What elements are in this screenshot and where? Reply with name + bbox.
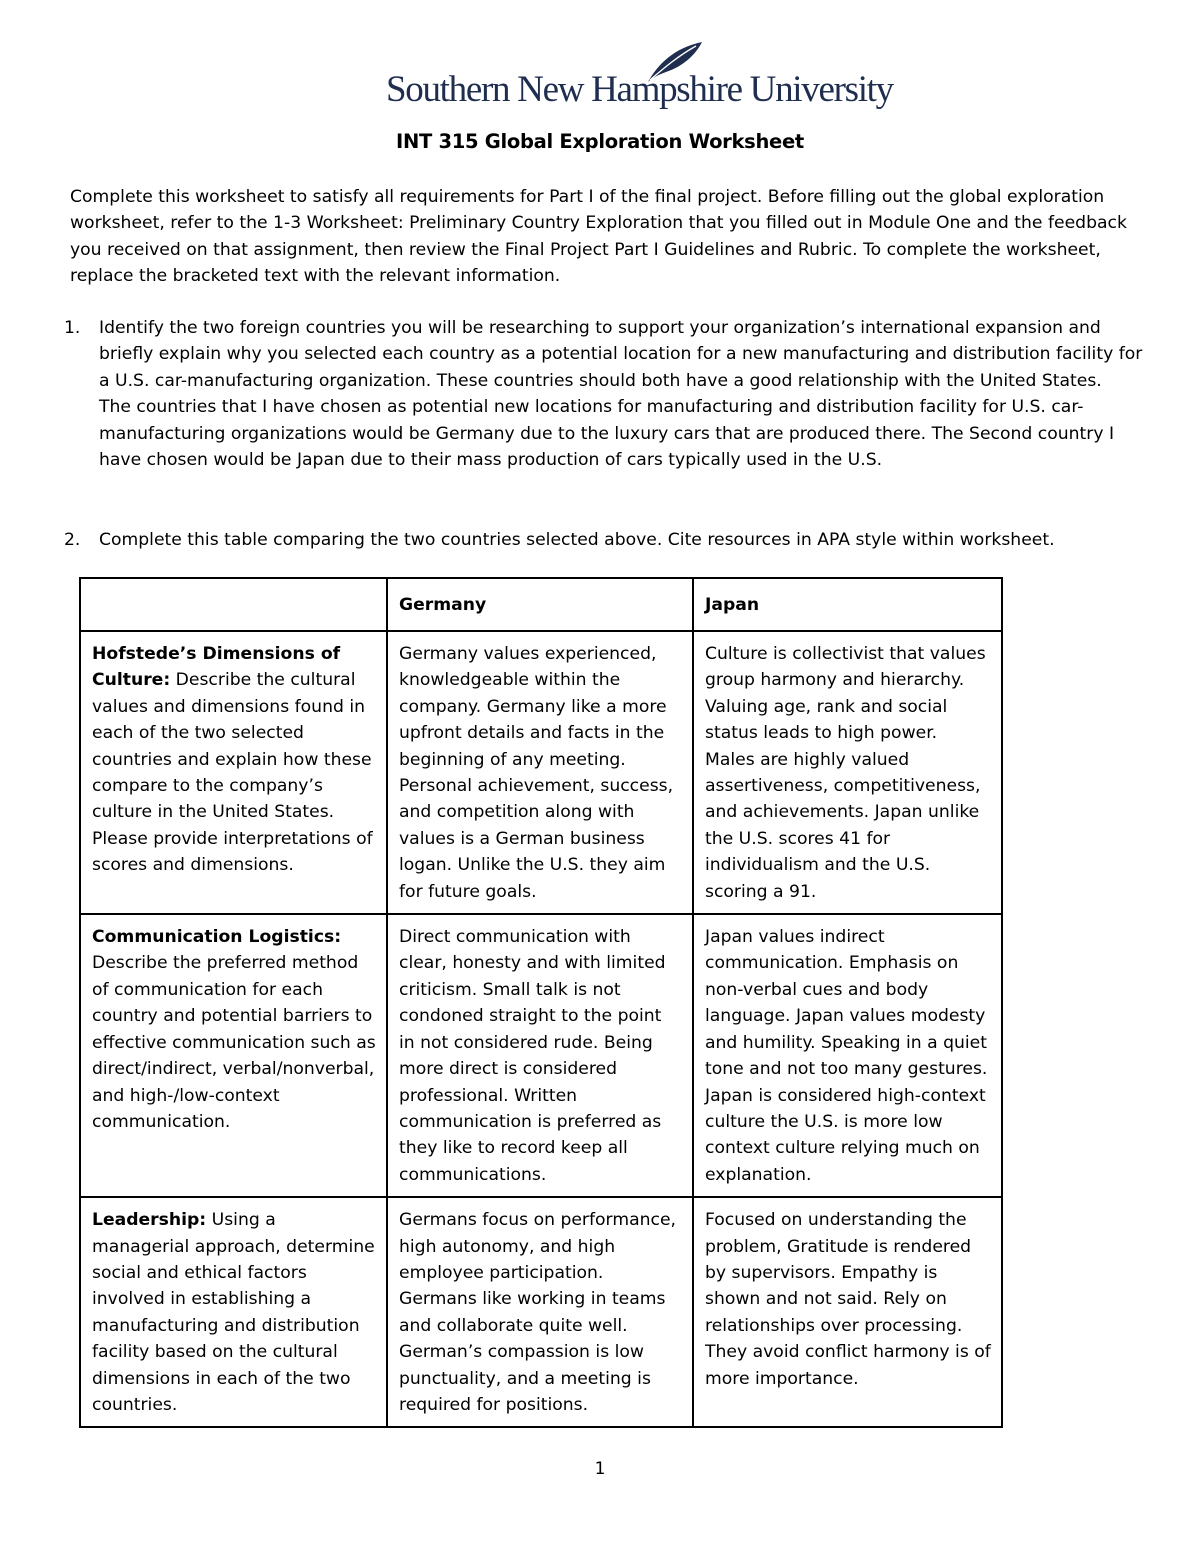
row-heading-cell: [80, 914, 387, 1197]
japan-cell: Japan values indirect communication. Emphasis on non-verbal cues and body language. Japan values modesty and humility. Speaking in a quiet tone and not too many gestures. Japan is considered high-context culture the U.S. is more low context culture relying much on explanation.: [693, 914, 1002, 1197]
header-cell-japan: Japan: [693, 578, 1002, 631]
row-description: Describe the preferred method of communication for each country and potential barriers to effective communication such as direct/indirect, verbal/nonverbal, and high-/low-context communication.: [92, 953, 376, 1132]
university-logo: [386, 40, 893, 112]
question-2: [64, 527, 1144, 553]
germany-cell: Germany values experienced, knowledgeable within the company. Germany like a more upfront details and facts in the beginning of any meeting. Personal achievement, success, and competition along with values is a German business logan. Unlike the U.S. they aim for future goals.: [387, 631, 693, 914]
comparison-table: [79, 577, 1003, 1428]
row-heading-cell: [80, 1197, 387, 1427]
row-description: Using a managerial approach, determine social and ethical factors involved in establishing a manufacturing and distribution facility based on the cultural dimensions in each of the two countries.: [92, 1210, 375, 1415]
question-prompt: Complete this table comparing the two countries selected above. Cite resources in APA style within worksheet.: [99, 530, 1055, 550]
row-label: Hofstede’s Dimensions of Culture:: [92, 644, 341, 691]
table-row: [80, 1197, 1002, 1427]
row-heading-cell: [80, 631, 387, 914]
page-number: 1: [594, 1459, 606, 1479]
question-number: 1.: [64, 318, 81, 338]
header-cell-germany: Germany: [387, 578, 693, 631]
header-cell-empty: [80, 578, 387, 631]
row-description: Describe the cultural values and dimensions found in each of the two selected countries and explain how these compare to the company’s culture in the United States. Please provide interpretations of scores and dimensions.: [92, 670, 373, 876]
page-title: INT 315 Global Exploration Worksheet: [396, 130, 804, 153]
table-row: [80, 631, 1002, 914]
question-answer: The countries that I have chosen as potential new locations for manufacturing and distribution facility for U.S. car-manufacturing organizations would be Germany due to the luxury cars that are produced there. The Second country I have chosen would be Japan due to their mass production of cars typically used in the U.S.: [99, 397, 1115, 471]
germany-cell: Direct communication with clear, honesty and with limited criticism. Small talk is not condoned straight to the point in not considered rude. Being more direct is considered professional. Written communication is preferred as they like to record keep all communications.: [387, 914, 693, 1197]
university-name: Southern New Hampshire University: [386, 69, 893, 110]
germany-cell: Germans focus on performance, high autonomy, and high employee participation. Germans like working in teams and collaborate quite well. German’s compassion is low punctuality, and a meeting is required for positions.: [387, 1197, 693, 1427]
question-number: 2.: [64, 530, 81, 550]
row-label: Leadership:: [92, 1210, 207, 1231]
table-row: [80, 914, 1002, 1197]
table-header-row: [80, 578, 1002, 631]
question-prompt: Identify the two foreign countries you will be researching to support your organization’s international expansion and briefly explain why you selected each country as a potential location for a new manufacturing and distribution facility for a U.S. car-manufacturing organization. These countries should both have a good relationship with the United States.: [99, 318, 1143, 391]
intro-paragraph: Complete this worksheet to satisfy all requirements for Part I of the final project. Before filling out the global exploration worksheet, refer to the 1-3 Worksheet: Preliminary Country Exploration that you filled out in Module One and the feedback you received on that assignment, then review the Final Project Part I Guidelines and Rubric. To complete the worksheet, replace the bracketed text with the relevant information.: [70, 187, 1127, 287]
japan-cell: Focused on understanding the problem, Gratitude is rendered by supervisors. Empathy is shown and not said. Rely on relationships over processing. They avoid conflict harmony is of more importance.: [693, 1197, 1002, 1427]
row-label: Communication Logistics:: [92, 927, 342, 948]
question-1: [64, 315, 1144, 473]
japan-cell: Culture is collectivist that values group harmony and hierarchy. Valuing age, rank and social status leads to high power. Males are highly valued assertiveness, competitiveness, and achievements. Japan unlike the U.S. scores 41 for individualism and the U.S. scoring a 91.: [693, 631, 1002, 914]
